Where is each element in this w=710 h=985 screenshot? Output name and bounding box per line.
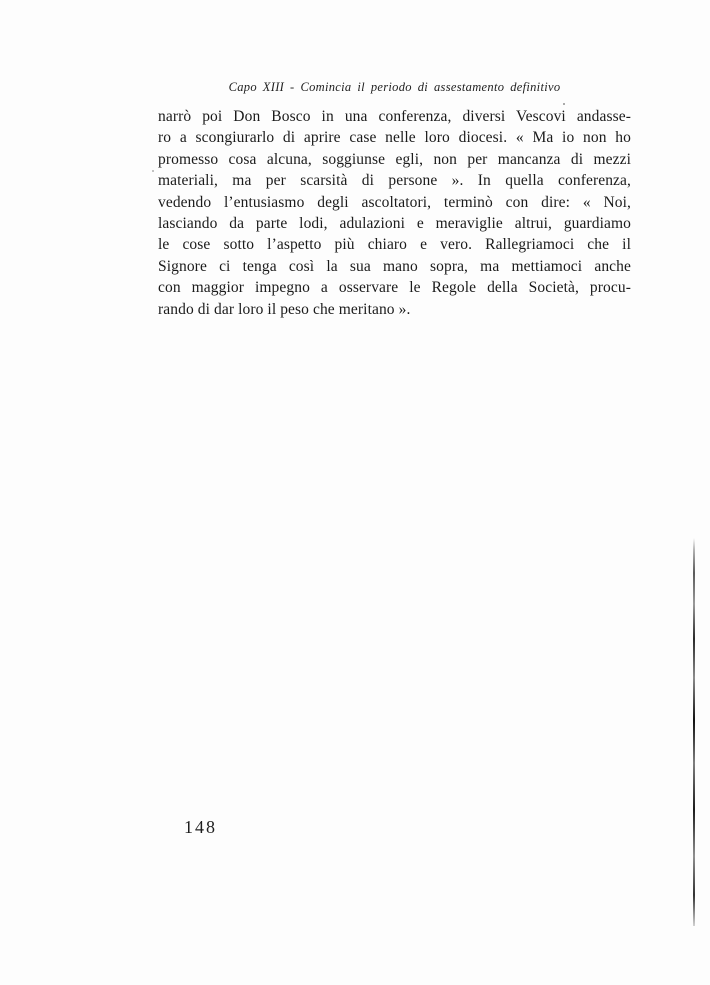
page-number: 148 [184,817,217,837]
scan-artifact-line [693,538,695,926]
body-line: con maggior impegno a osservare le Regole della Società, procu- [158,279,631,297]
body-line: ro a scongiurarlo di aprire case nelle loro diocesi. « Ma io non ho [158,129,631,147]
scan-speck [152,170,154,172]
body-line: Signore ci tenga così la sua mano sopra, ma mettiamoci anche [158,257,631,275]
body-line: lasciando da parte lodi, adulazioni e meraviglie altrui, guardiamo [158,215,631,233]
body-paragraph [158,106,631,320]
body-line: le cose sotto l’aspetto più chiaro e vero. Rallegriamoci che il [158,236,631,254]
running-header: Capo XIII - Comincia il periodo di assestamento definitivo [228,80,561,94]
body-line: materiali, ma per scarsità di persone ». In quella conferenza, [158,172,631,190]
body-line: vedendo l’entusiasmo degli ascoltatori, terminò con dire: « Noi, [158,193,631,211]
body-line: rando di dar loro il peso che meritano ». [158,300,411,318]
scan-speck [563,103,565,105]
body-line: narrò poi Don Bosco in una conferenza, diversi Vescovi andasse- [158,108,631,125]
body-line: promesso cosa alcuna, soggiunse egli, non per mancanza di mezzi [158,150,631,168]
